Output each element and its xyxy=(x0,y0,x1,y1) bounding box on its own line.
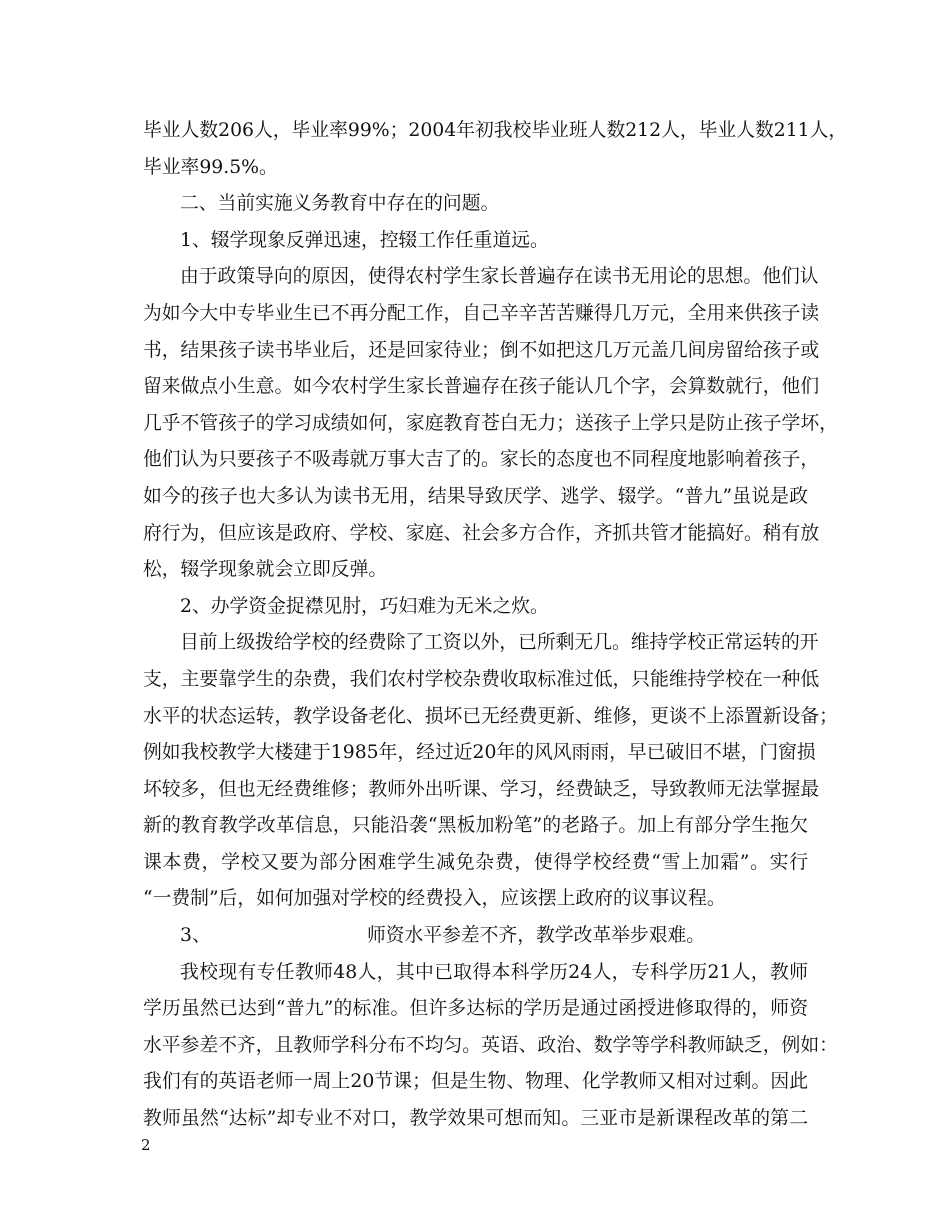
text-line: 毕业人数206人，毕业率99%；2004年初我校毕业班人数212人，毕业人数211人， xyxy=(143,120,848,141)
heading-number: 3、 xyxy=(180,925,211,947)
text-line: 坏较多，但也无经费维修；教师外出听课、学习，经费缺乏，导致教师无法掌握最 xyxy=(143,778,820,800)
document-body xyxy=(143,113,848,1138)
text-line: 几乎不管孩子的学习成绩如何，家庭教育苍白无力；送孩子上学只是防止孩子学坏， xyxy=(143,412,838,434)
text-line: 2、办学资金捉襟见肘，巧妇难为无米之炊。 xyxy=(180,595,549,617)
text-line: 1、辍学现象反弹迅速，控辍工作任重道远。 xyxy=(180,229,549,251)
text-line: 书，结果孩子读书毕业后，还是回家待业；倒不如把这几万元盖几间房留给孩子或 xyxy=(143,339,820,361)
text-line: 水平参差不齐，且教师学科分布不均匀。英语、政治、数学等学科教师缺乏，例如： xyxy=(143,1034,838,1056)
text-line: 学历虽然已达到“普九”的标准。但许多达标的学历是通过函授进修取得的，师资 xyxy=(143,998,808,1020)
page-number: 2 xyxy=(141,1136,151,1154)
text-line: 如今的孩子也大多认为读书无用，结果导致厌学、逃学、辍学。“普九”虽说是政 xyxy=(143,485,808,507)
text-line: 新的教育教学改革信息，只能沿袭“黑板加粉笔”的老路子。加上有部分学生拖欠 xyxy=(143,815,808,837)
text-line: 他们认为只要孩子不吸毒就万事大吉了的。家长的态度也不同程度地影响着孩子， xyxy=(143,449,820,471)
text-line: 为如今大中专毕业生已不再分配工作，自己辛辛苦苦赚得几万元，全用来供孩子读 xyxy=(143,302,820,324)
text-line: 我校现有专任教师48人，其中已取得本科学历24人，专科学历21人，教师 xyxy=(180,961,808,983)
text-line: “一费制”后，如何加强对学校的经费投入，应该摆上政府的议事议程。 xyxy=(143,888,726,910)
text-line: 教师虽然“达标”却专业不对口，教学效果可想而知。三亚市是新课程改革的第二 xyxy=(143,1108,808,1130)
text-line: 府行为，但应该是政府、学校、家庭、社会多方合作，齐抓共管才能搞好。稍有放 xyxy=(143,522,820,544)
text-line: 二、当前实施义务教育中存在的问题。 xyxy=(180,193,500,215)
text-line: 毕业率99.5%。 xyxy=(143,156,278,178)
text-line: 课本费，学校又要为部分困难学生减免杂费，使得学校经费“雪上加霜”。实行 xyxy=(143,851,808,873)
section-heading-3 xyxy=(143,918,808,955)
text-line: 由于政策导向的原因，使得农村学生家长普遍存在读书无用论的思想。他们认 xyxy=(180,266,819,288)
text-line: 目前上级拨给学校的经费除了工资以外，已所剩无几。维持学校正常运转的开 xyxy=(180,632,819,654)
heading-text: 师资水平参差不齐，教学改革举步艰难。 xyxy=(367,925,706,947)
text-line: 松，辍学现象就会立即反弹。 xyxy=(143,559,388,581)
text-line: 我们有的英语老师一周上20节课；但是生物、物理、化学教师又相对过剩。因此 xyxy=(143,1071,808,1093)
text-line: 例如我校教学大楼建于1985年，经过近20年的风风雨雨，早已破旧不堪，门窗损 xyxy=(143,742,816,764)
text-line: 留来做点小生意。如今农村学生家长普遍存在孩子能认几个字，会算数就行，他们 xyxy=(143,376,820,398)
text-line: 水平的状态运转，教学设备老化、损坏已无经费更新、维修，更谈不上添置新设备； xyxy=(143,705,838,727)
text-line: 支，主要靠学生的杂费，我们农村学校杂费收取标准过低，只能维持学校在一种低 xyxy=(143,668,820,690)
